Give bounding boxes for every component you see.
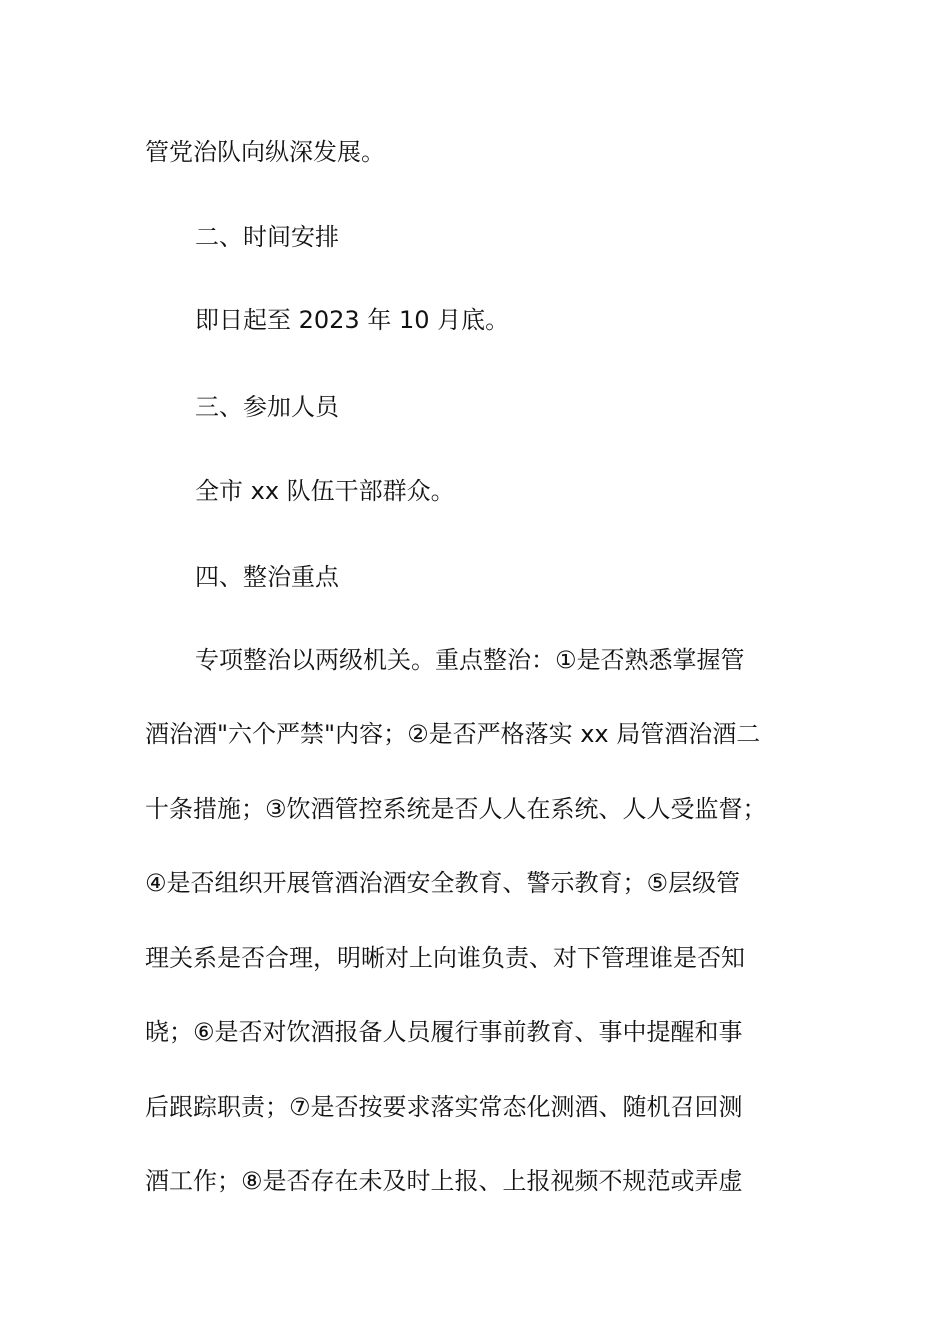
section-heading-focus: 四、整治重点	[195, 563, 339, 591]
focus-paragraph-line: 专项整治以两级机关。重点整治：①是否熟悉掌握管	[195, 646, 745, 674]
focus-paragraph-line: 理关系是否合理，明晰对上向谁负责、对下管理谁是否知	[145, 944, 745, 972]
section-heading-schedule: 二、时间安排	[195, 223, 339, 251]
focus-paragraph-line: 晓；⑥是否对饮酒报备人员履行事前教育、事中提醒和事	[145, 1018, 743, 1046]
focus-paragraph-line: 十条措施；③饮酒管控系统是否人人在系统、人人受监督；	[145, 795, 767, 823]
focus-paragraph-line: 后跟踪职责；⑦是否按要求落实常态化测酒、随机召回测	[145, 1093, 743, 1121]
section-heading-participants: 三、参加人员	[195, 393, 339, 421]
paragraph-continuation: 管党治队向纵深发展。	[145, 138, 385, 166]
participants-text: 全市 xx 队伍干部群众。	[195, 477, 455, 505]
focus-paragraph-line: 酒工作；⑧是否存在未及时上报、上报视频不规范或弄虚	[145, 1167, 743, 1195]
focus-paragraph-line: 酒治酒"六个严禁"内容；②是否严格落实 xx 局管酒治酒二	[145, 720, 761, 748]
focus-paragraph-line: ④是否组织开展管酒治酒安全教育、警示教育；⑤层级管	[145, 869, 741, 897]
schedule-text: 即日起至 2023 年 10 月底。	[195, 306, 510, 334]
